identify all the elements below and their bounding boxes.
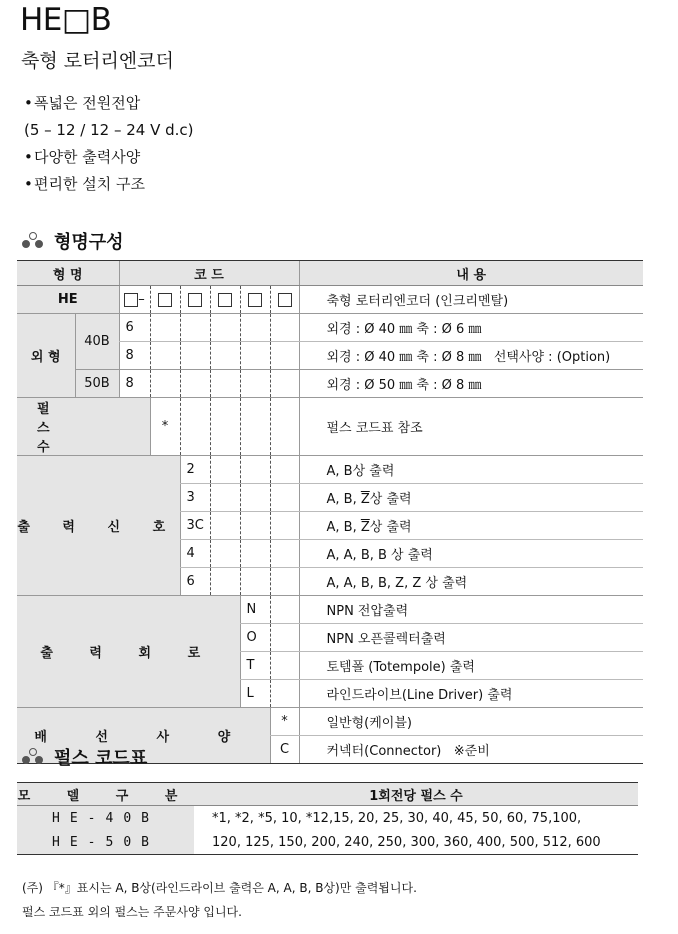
code-box (124, 293, 138, 307)
code-box (218, 293, 232, 307)
page-subtitle: 축형 로터리엔코더 (21, 50, 174, 72)
shape-code: 8 (119, 370, 150, 398)
shape-desc: 외경 : Ø 40 ㎜ 축 : Ø 8 ㎜ (326, 350, 482, 365)
shape-type: 40B (75, 314, 119, 370)
pulse-values: *1, *2, *5, 10, *12,15, 20, 25, 30, 40, 45, 50, 60, 75,100, (212, 810, 582, 826)
header-model: 형 명 (17, 261, 119, 286)
signal-code: 4 (180, 540, 210, 568)
signal-desc: A, B상 출력 (299, 456, 643, 484)
note-line: 펄스 코드표 외의 펄스는 주문사양 입니다. (22, 905, 242, 919)
feature-item: •편리한 설치 구조 (24, 175, 145, 193)
pulse-label: 펄 스 수 (17, 398, 150, 456)
circuit-code: N (240, 596, 270, 624)
circuit-label: 출 력 회 로 (17, 596, 240, 708)
signal-desc: A, B, $\overline{Z}$상 출력 (299, 512, 643, 540)
pulse-model: HE-50B (17, 830, 194, 855)
model-table: 형 명 코 드 내 용 HE – 축형 로터리엔코더 (인크리멘탈) 외 형 40B 6 외경 : Ø 40 ㎜ 축 : Ø 6 ㎜ 8 외경 : Ø 40 ㎜ 축 : Ø 8 ㎜ 선택사양 : (Option) 50B 8 외경 : Ø 50 ㎜ 축 : Ø 8 ㎜ 펄 스 수 * 펄스 코드표 참조 출 력 신 호 2 A, B상 출력 3 A, B, $\overline{Z}$상 출력 3C A, B, $\overline{Z}$상 출력 4 A, A, B, B 상 출력 6 A, A, B, B, Z, Z 상 출력 출 력 회 로 N NPN 전압출력 O NPN 오픈콜렉터출력 T 토템폴 (Totempole) 출력 L 라인드라이브(Line Driver) 출력 배 선 사 양 * 일반형(케이블) C 커넥터(Connector) ※준비 (17, 260, 643, 764)
pulse-code: * (150, 398, 180, 456)
header-model-class: 모 델 구 분 (17, 783, 194, 806)
feature-item: •다양한 출력사양 (24, 148, 141, 166)
signal-desc: A, A, B, B, Z, Z 상 출력 (299, 568, 643, 596)
circuit-code: O (240, 624, 270, 652)
signal-code: 3 (180, 484, 210, 512)
note-line: (주) 『*』표시는 A, B상(라인드라이브 출력은 A, A, B, B상)만 출력됩니다. (22, 881, 417, 895)
pulse-values: 120, 125, 150, 200, 240, 250, 300, 360, 400, 500, 512, 600 (194, 830, 638, 855)
shape-type: 50B (75, 370, 119, 398)
shape-desc: 외경 : Ø 40 ㎜ 축 : Ø 6 ㎜ (299, 314, 643, 342)
wiring-code: C (270, 736, 299, 764)
circuit-desc: 라인드라이브(Line Driver) 출력 (299, 680, 643, 708)
dots-icon (22, 232, 44, 250)
he-label: HE (17, 286, 119, 314)
code-box (278, 293, 292, 307)
shape-code: 8 (119, 342, 150, 370)
circuit-code: T (240, 652, 270, 680)
signal-code: 6 (180, 568, 210, 596)
header-pulses: 1회전당 펄스 수 (194, 783, 638, 806)
circuit-desc: NPN 오픈콜렉터출력 (299, 624, 643, 652)
feature-item: (5 – 12 / 12 – 24 V d.c) (24, 121, 194, 139)
shape-code: 6 (119, 314, 150, 342)
wiring-desc: 커넥터(Connector) (326, 744, 442, 759)
he-desc: 축형 로터리엔코더 (인크리멘탈) (299, 286, 643, 314)
circuit-code: L (240, 680, 270, 708)
signal-code: 3C (180, 512, 210, 540)
pulse-model: HE-40B (17, 806, 194, 831)
shape-label: 외 형 (17, 314, 75, 398)
pulse-desc: 펄스 코드표 참조 (299, 398, 643, 456)
page-title: HE□B (20, 2, 112, 38)
model-section-heading: 형명구성 (22, 228, 124, 254)
code-box (188, 293, 202, 307)
feature-item: •폭넓은 전원전압 (24, 94, 141, 112)
signal-label: 출 력 신 호 (17, 456, 180, 596)
wiring-label: 배 선 사 양 (17, 708, 270, 764)
notes (22, 876, 417, 924)
pulse-section-heading: 펄스 코드표 (22, 744, 147, 770)
wiring-extra: ※준비 (453, 744, 490, 759)
header-content: 내 용 (299, 261, 643, 286)
code-box (248, 293, 262, 307)
circuit-desc: 토템폴 (Totempole) 출력 (299, 652, 643, 680)
pulse-table (17, 782, 638, 855)
wiring-code: * (270, 708, 299, 736)
signal-desc: A, A, B, B 상 출력 (299, 540, 643, 568)
wiring-desc: 일반형(케이블) (299, 708, 643, 736)
feature-list (24, 90, 194, 198)
signal-code: 2 (180, 456, 210, 484)
header-code: 코 드 (119, 261, 299, 286)
shape-extra: 선택사양 : (Option) (493, 350, 611, 365)
shape-desc: 외경 : Ø 50 ㎜ 축 : Ø 8 ㎜ (299, 370, 643, 398)
code-box (158, 293, 172, 307)
circuit-desc: NPN 전압출력 (299, 596, 643, 624)
signal-desc: A, B, $\overline{Z}$상 출력 (299, 484, 643, 512)
dots-icon (22, 748, 44, 766)
